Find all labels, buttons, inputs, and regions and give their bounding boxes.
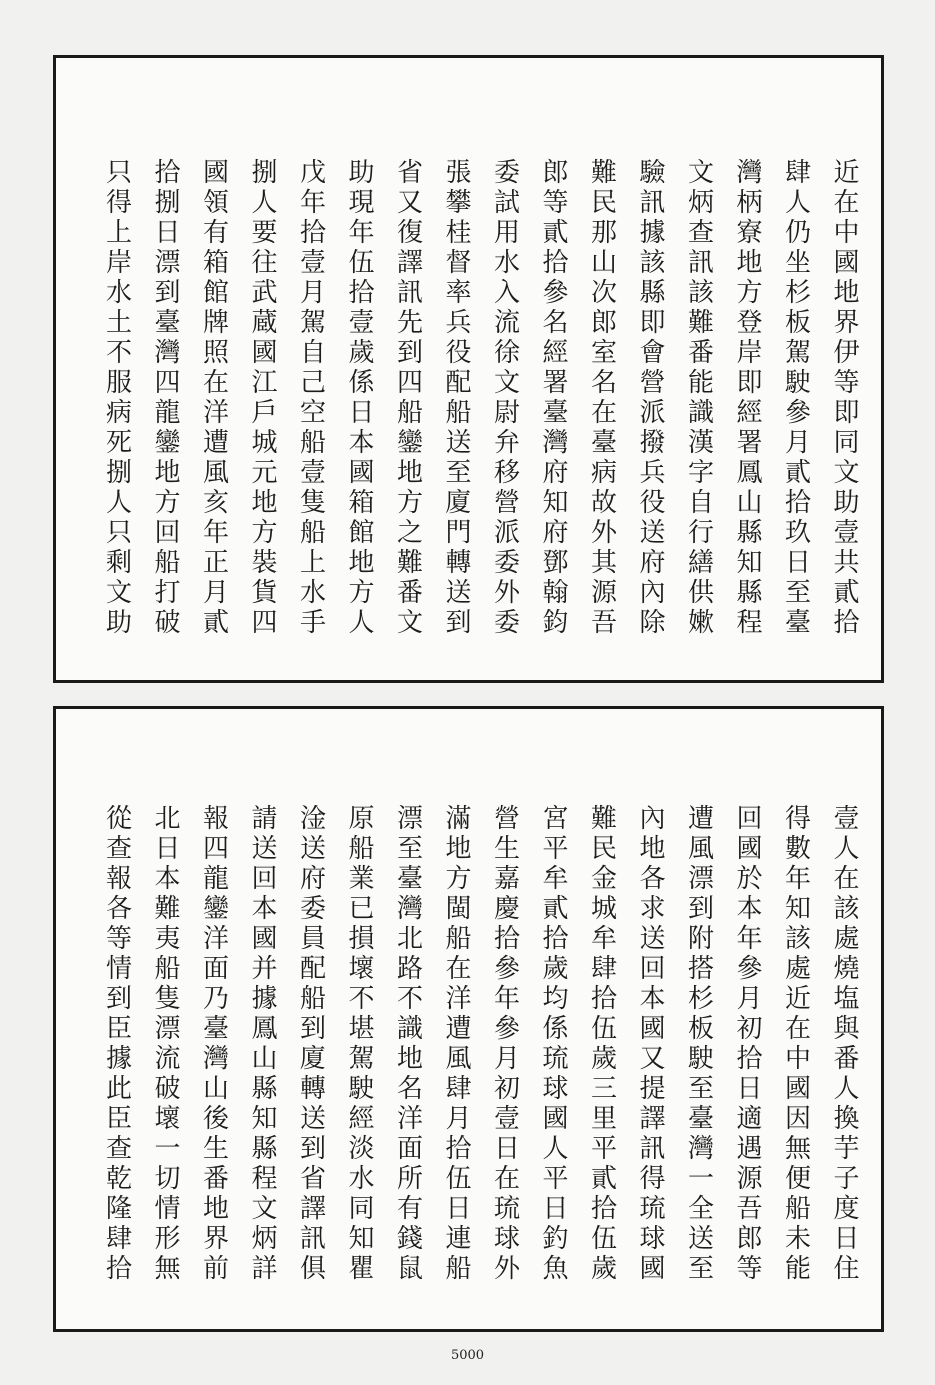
text-column: 委試用水入流徐文尉弁移營派委外委 <box>489 158 520 638</box>
text-column: 驗訊據該縣即會營派撥兵役送府內除 <box>635 158 665 638</box>
text-column: 從查報各等情到臣據此臣查乾隆肆拾 <box>101 804 132 1284</box>
text-column: 滿地方閩船在洋遭風肆月拾伍日連船 <box>441 804 471 1284</box>
text-column: 近在中國地界伊等即同文助壹共貳拾 <box>829 158 859 638</box>
text-column: 原船業已損壞不堪駕駛經淡水同知瞿 <box>344 804 374 1284</box>
page-number: 5000 <box>450 1348 485 1363</box>
text-column: 文炳查訊該難番能識漢字自行繕供嫰 <box>683 158 714 638</box>
text-column: 戊年拾壹月駕自己空船壹隻船上水手 <box>295 158 326 638</box>
text-column: 灣柄寮地方登岸即經署鳳山縣知縣程 <box>732 158 762 638</box>
text-column: 壹人在該處燒塩與番人換芋子度日住 <box>829 804 859 1284</box>
text-column: 難民金城牟肆拾伍歲三里平貳拾伍歲 <box>586 804 617 1284</box>
text-column: 得數年知該處近在中國因無便船未能 <box>780 804 811 1284</box>
text-column: 國領有箱館牌照在洋遭風亥年正月貳 <box>198 158 229 638</box>
text-column: 北日本難夷船隻漂流破壞一切情形無 <box>150 804 180 1284</box>
text-column: 回國於本年參月初拾日適遇源吾郎等 <box>732 804 762 1284</box>
text-column: 拾捌日漂到臺灣四龍鑾地方回船打破 <box>150 158 180 638</box>
text-column: 請送回本國并據鳳山縣知縣程文炳詳 <box>247 804 277 1284</box>
text-column: 營生嘉慶拾參年參月初壹日在琉球外 <box>489 804 520 1284</box>
text-column: 難民那山次郎室名在臺病故外其源吾 <box>586 158 617 638</box>
text-column: 漂至臺灣北路不識地名洋面所有錢鼠 <box>392 804 423 1284</box>
text-column: 張攀桂督率兵役配船送至廈門轉送到 <box>441 158 471 638</box>
text-column: 肆人仍坐杉板駕駛參月貳拾玖日至臺 <box>780 158 811 638</box>
text-column: 宮平牟貳拾歲均係琉球國人平日釣魚 <box>538 804 568 1284</box>
text-column: 只得上岸水土不服病死捌人只剩文助 <box>101 158 132 638</box>
text-column: 內地各求送回本國又提譯訊得琉球國 <box>635 804 665 1284</box>
text-column: 淦送府委員配船到廈轉送到省譯訊俱 <box>295 804 326 1284</box>
text-column: 郎等貳拾參名經署臺灣府知府鄧翰鈞 <box>538 158 568 638</box>
text-column: 遭風漂到附搭杉板駛至臺灣一全送至 <box>683 804 714 1284</box>
text-column: 報四龍鑾洋面乃臺灣山後生番地界前 <box>198 804 229 1284</box>
text-column: 助現年伍拾壹歲係日本國箱館地方人 <box>344 158 374 638</box>
document-panel-top <box>53 55 884 683</box>
document-panel-bottom <box>53 706 884 1332</box>
text-column: 捌人要往武蔵國江戶城元地方裝貨四 <box>247 158 277 638</box>
text-column: 省又復譯訊先到四船鑾地方之難番文 <box>392 158 423 638</box>
